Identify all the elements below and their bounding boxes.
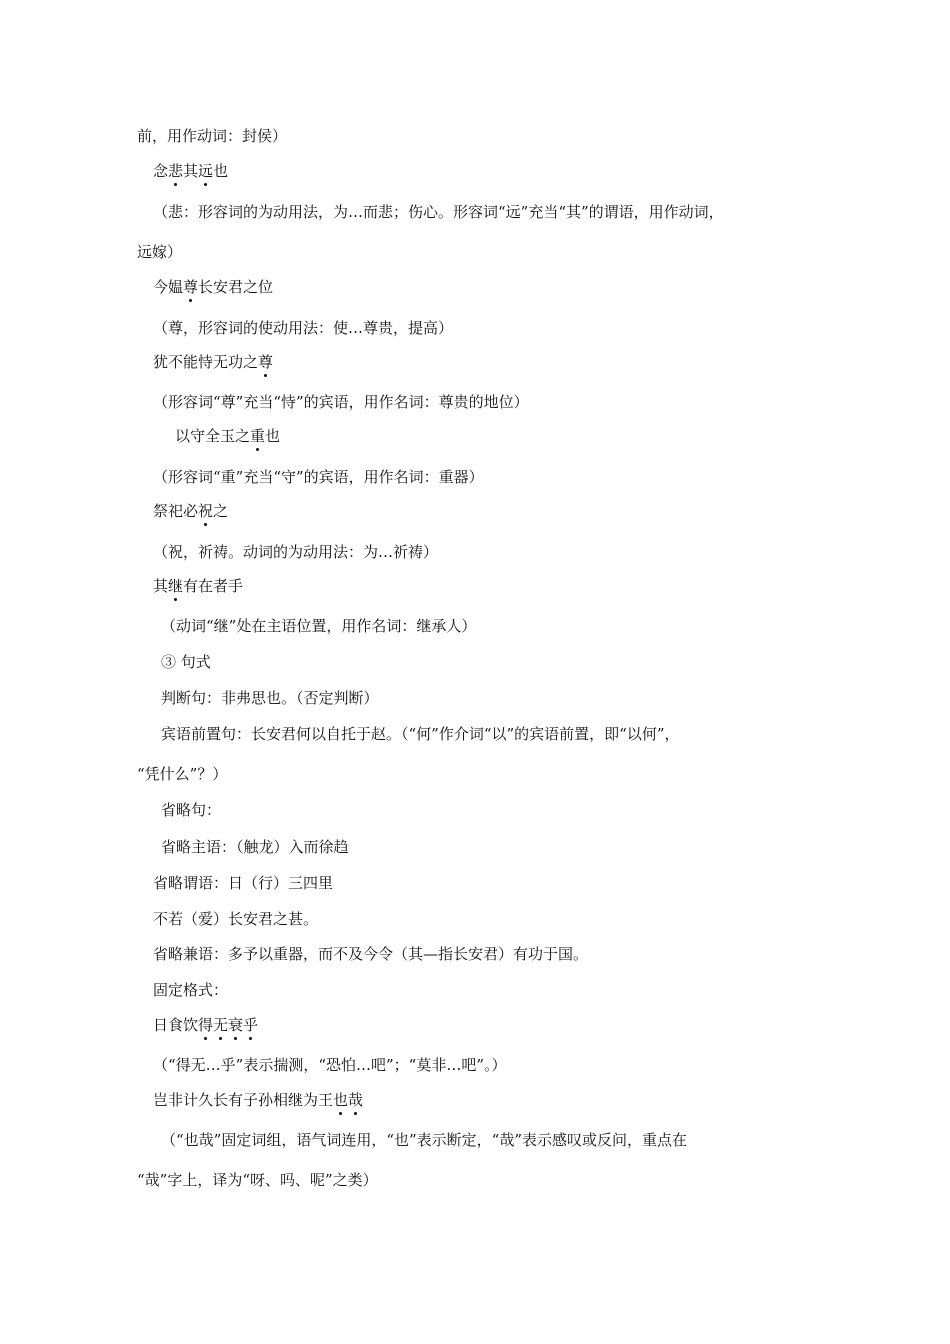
annotation-line: （动词“继”处在主语位置，用作名词：继承人） [161,617,477,635]
text-segment: 有在者手 [183,577,244,595]
example-sentence [175,426,280,446]
text-segment: 之 [213,502,229,520]
text-line: 省略主语：（触龙）入而徐趋 [161,838,349,856]
text-line: 判断句：非弗思也。（否定判断） [161,689,379,707]
section-heading: ③ 句式 [161,653,211,671]
text-segment: 日食饮 [153,1016,199,1034]
emphasized-char: 远 [198,162,214,180]
example-sentence [153,277,273,297]
annotation-line: （祝，祈祷。动词的为动用法：为…祈祷） [153,543,439,561]
emphasized-char: 无 [213,1016,229,1034]
annotation-line: （形容词“尊”充当“恃”的宾语，用作名词：尊贵的地位） [153,393,529,411]
annotation-line: （悲：形容词的为动用法，为…而悲；伤心。形容词“远”充当“其”的谓语，用作动词， [153,203,724,221]
annotation-line: （“得无…乎”表示揣测，“恐怕…吧”；“莫非…吧”。） [153,1056,507,1074]
annotation-line: “哉”字上，译为“呀、吗、呢”之类） [137,1171,378,1189]
text-line: 省略谓语：日（行）三四里 [153,874,334,892]
text-segment: 今媪 [153,278,184,296]
emphasized-char: 哉 [348,1091,364,1109]
emphasized-char: 继 [168,577,184,595]
text-line: 前，用作动词：封侯） [137,127,288,145]
annotation-line: （形容词“重”充当“守”的宾语，用作名词：重器） [153,468,484,486]
text-segment: 其 [153,577,169,595]
text-line: 省略句： [161,801,222,819]
emphasized-char: 得 [198,1016,214,1034]
annotation-line: 远嫁） [137,243,183,261]
emphasized-char: 乎 [243,1016,259,1034]
emphasized-char: 重 [250,427,266,445]
emphasized-char: 尊 [183,278,199,296]
text-segment: 长安君之位 [198,278,274,296]
emphasized-char: 也 [333,1091,349,1109]
example-sentence [153,1090,363,1110]
text-segment: 其 [183,162,199,180]
text-segment: 以守全玉之 [175,427,251,445]
text-line: “凭什么”？） [137,765,228,783]
example-sentence [153,352,273,372]
annotation-line: （尊，形容词的使动用法：使…尊贵，提高） [153,319,454,337]
text-segment: 也 [213,162,229,180]
emphasized-char: 祝 [198,502,214,520]
example-sentence [153,161,228,181]
example-sentence [153,576,243,596]
text-segment: 念 [153,162,169,180]
emphasized-char: 衰 [228,1016,244,1034]
example-sentence [153,1015,258,1035]
text-segment: 犹不能恃无功之 [153,353,259,371]
annotation-line: （“也哉”固定词组，语气词连用，“也”表示断定，“哉”表示感叹或反问，重点在 [161,1131,688,1149]
text-segment: 岂非计久长有子孙相继为王 [153,1091,334,1109]
text-segment: 祭祀必 [153,502,199,520]
text-line: 省略兼语：多予以重器，而不及今令（其—指长安君）有功于国。 [153,945,589,963]
example-sentence [153,501,228,521]
emphasized-char: 悲 [168,162,184,180]
text-line: 不若（爱）长安君之甚。 [153,910,319,928]
emphasized-char: 尊 [258,353,274,371]
text-line: 固定格式： [153,981,229,999]
text-segment: 也 [265,427,281,445]
text-line: 宾语前置句：长安君何以自托于赵。（“何”作介词“以”的宾语前置，即“以何”， [161,725,680,743]
